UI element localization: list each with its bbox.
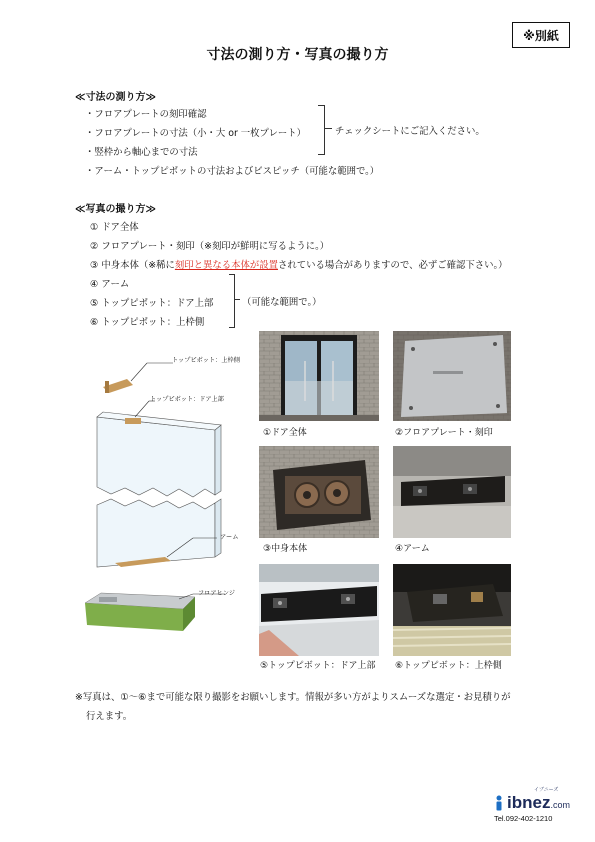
photo-inner-body: [259, 446, 379, 538]
photo-item-text-before: 中身本体（※稀に: [101, 260, 175, 271]
diagram-label-pivot-door: トップピボット：ドア上部: [150, 396, 224, 403]
door-diagram: [75, 345, 255, 645]
photo-item: [90, 314, 204, 328]
photo-item-text-after: されている場合がありますので、必ずご確認下さい。）: [278, 260, 508, 271]
measure-item: ・フロアプレートの刻印確認: [85, 109, 207, 120]
logo-domain: .com: [550, 800, 570, 810]
photo-item-num: ③: [90, 260, 99, 271]
photo-item-text: フロアプレート・刻印（※刻印が鮮明に写るように。）: [101, 241, 330, 252]
photo-caption: ⑥トップピボット：上枠側: [395, 661, 502, 671]
photo-arm: [393, 446, 511, 538]
photo-caption: ③中身本体: [263, 544, 308, 554]
photo-item: [90, 257, 508, 271]
photo-caption: ①ドア全体: [263, 428, 307, 438]
logo-mark-icon: [494, 795, 504, 811]
photo-item-text: トップピボット：上枠側: [101, 317, 205, 328]
photo-item-text-warning: 刻印と異なる本体が設置: [174, 260, 279, 271]
measure-brace-note: チェックシートにご記入ください。: [335, 126, 485, 137]
photo-top-pivot-frame: [393, 564, 511, 656]
photo-item: [90, 219, 139, 233]
measure-brace-tick: [324, 128, 332, 129]
page-title: 寸法の測り方・写真の撮り方: [206, 47, 389, 63]
photo-brace: [229, 274, 235, 328]
leader-line: [131, 363, 147, 381]
attachment-stamp: ※別紙: [512, 22, 570, 48]
leader-line: [135, 401, 149, 417]
logo-tel: Tel.092-402-1210: [494, 814, 553, 823]
top-pivot-frame-illustration: [103, 379, 133, 393]
note-line-2: 行えます。: [86, 711, 133, 722]
door-panel-lower: [97, 499, 215, 567]
logo-wordmark: [507, 793, 570, 813]
door-panel-upper: [97, 417, 215, 497]
photo-door-whole: [259, 331, 379, 421]
logo-kana: イブニーズ: [534, 787, 559, 793]
photo-item: [90, 295, 213, 309]
photo-item-num: ④: [90, 279, 99, 290]
measure-heading: ≪寸法の測り方≫: [75, 92, 156, 103]
floor-hinge-illustration: [85, 593, 195, 631]
photo-item-text: アーム: [101, 279, 130, 290]
photo-brace-tick: [234, 299, 240, 300]
measure-item: ・フロアプレートの寸法（小・大 or 一枚プレート）: [85, 128, 307, 139]
note-line-1: ※写真は、①～⑥まで可能な限り撮影をお願いします。情報が多い方がよりスムーズな選定・お見積りが: [75, 692, 511, 703]
photo-item: [90, 276, 129, 290]
diagram-label-arm: アーム: [220, 534, 239, 541]
photo-item-num: ⑤: [90, 298, 99, 309]
photo-item-num: ⑥: [90, 317, 99, 328]
logo-name: ibnez: [507, 793, 551, 812]
photo-caption: ④アーム: [395, 544, 430, 554]
photo-item-num: ②: [90, 241, 99, 252]
photo-item-text: ドア全体: [101, 222, 139, 233]
measure-item: ・アーム・トップピボットの寸法およびビスピッチ（可能な範囲で。）: [85, 166, 380, 177]
photo-top-pivot-door: [259, 564, 379, 656]
photo-item: [90, 238, 329, 252]
photo-item-text: トップピボット：ドア上部: [101, 298, 214, 309]
measure-item: ・竪枠から軸心までの寸法: [85, 147, 198, 158]
photo-brace-note: （可能な範囲で。）: [242, 297, 322, 308]
top-pivot-door-illustration: [125, 418, 141, 424]
photo-item-num: ①: [90, 222, 99, 233]
diagram-label-floor-hinge: フロアヒンジ: [198, 590, 235, 597]
diagram-label-pivot-frame: トップピボット：上枠側: [172, 357, 240, 364]
photo-caption: ②フロアプレート・刻印: [395, 428, 493, 438]
photo-floor-plate: [393, 331, 511, 421]
measure-brace: [318, 105, 325, 155]
photo-heading: ≪写真の撮り方≫: [75, 204, 156, 215]
photo-caption: ⑤トップピボット：ドア上部: [260, 661, 376, 671]
